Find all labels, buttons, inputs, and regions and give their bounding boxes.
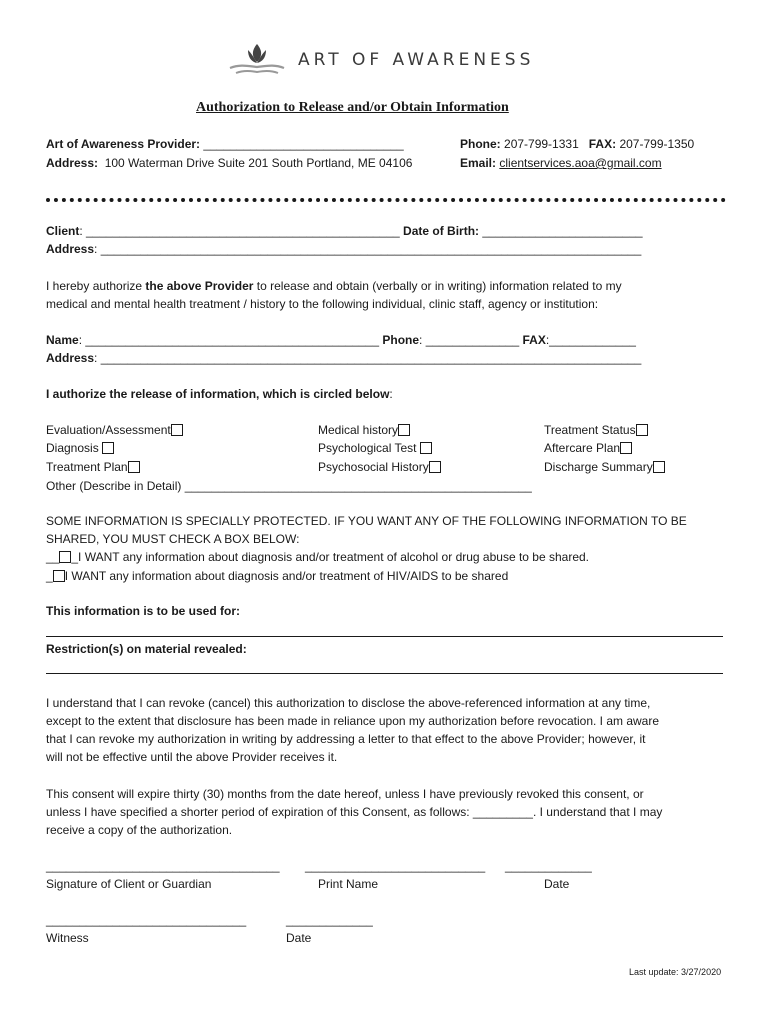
provider-line [46, 137, 404, 151]
recipient-name-label: Name [46, 333, 79, 347]
provider-address-line [46, 156, 412, 170]
release-heading [46, 387, 393, 401]
dob-label: Date of Birth: [403, 224, 480, 238]
release-item [544, 423, 648, 437]
release-item [318, 460, 441, 474]
authorize-statement-line2: medical and mental health treatment / history to the following individual, clinic staff, agency or institution: [46, 297, 599, 311]
recipient-fax-label: FAX [522, 333, 546, 347]
check-alcohol-text: _I WANT any information about diagnosis and/or treatment of alcohol or drug abuse to be shared. [71, 550, 589, 564]
checkbox[interactable] [653, 461, 665, 473]
checkbox[interactable] [128, 461, 140, 473]
document-title: Authorization to Release and/or Obtain Information [196, 100, 509, 115]
provider-address: 100 Waterman Drive Suite 201 South Portland, ME 04106 [104, 156, 413, 170]
other-describe-field[interactable]: Other (Describe in Detail) ____________________________________________________ [46, 479, 532, 493]
recipient-phone-field[interactable]: : ______________ [419, 333, 520, 347]
checkbox-alcohol-drug[interactable] [59, 551, 71, 563]
use-for-label: This information is to be used for: [46, 604, 241, 618]
recipient-address-line [46, 351, 641, 365]
revoke-line: except to the extent that disclosure has been made in reliance upon my authorization before revocation. I am aware [46, 714, 660, 728]
date-label: Date [544, 877, 570, 891]
checkbox[interactable] [620, 442, 632, 454]
provider-fax: 207-799-1350 [619, 137, 695, 151]
recipient-name-field[interactable]: : ____________________________________________ [78, 333, 380, 347]
witness-date-line[interactable]: _____________ [286, 913, 373, 927]
checkbox[interactable] [171, 424, 183, 436]
provider-phone-line [460, 137, 694, 151]
client-address-label: Address [46, 242, 95, 256]
provider-phone-label: Phone: [460, 137, 501, 151]
release-item-label: Evaluation/Assessment [46, 423, 171, 437]
recipient-fax-field[interactable]: :_____________ [545, 333, 636, 347]
revoke-line: that I can revoke my authorization in writing by addressing a letter to that effect to the above Provider; however, it [46, 732, 646, 746]
protected-check-alcohol [46, 550, 589, 564]
recipient-phone-label: Phone [382, 333, 420, 347]
logo-wordmark: ART OF AWARENESS [298, 50, 535, 70]
protected-notice-line2: SHARED, YOU MUST CHECK A BOX BELOW: [46, 532, 300, 546]
release-item [544, 460, 665, 474]
release-item [46, 423, 183, 437]
provider-email-line [460, 156, 662, 170]
authorize-bold: the above Provider [145, 279, 254, 293]
release-item-label: Aftercare Plan [544, 441, 621, 455]
date-line[interactable]: _____________ [505, 859, 592, 873]
dob-field[interactable]: ________________________ [482, 224, 643, 238]
release-item [46, 441, 114, 455]
revoke-line: will not be effective until the above Provider receives it. [46, 750, 338, 764]
provider-label: Art of Awareness Provider: [46, 137, 201, 151]
restrictions-label: Restriction(s) on material revealed: [46, 642, 247, 656]
consent-line: receive a copy of the authorization. [46, 823, 233, 837]
authorize-statement-line1 [46, 279, 622, 293]
check-blank: _ [46, 569, 53, 583]
print-name-line[interactable]: ___________________________ [305, 859, 486, 873]
client-address-field[interactable]: : _________________________________________________________________________________ [94, 242, 642, 256]
release-item-label: Medical history [318, 423, 399, 437]
release-item-label: Psychosocial History [318, 460, 429, 474]
provider-email-label: Email: [460, 156, 497, 170]
checkbox[interactable] [420, 442, 432, 454]
release-item-label: Treatment Plan [46, 460, 128, 474]
release-item-label: Treatment Status [544, 423, 636, 437]
check-blank: __ [46, 550, 60, 564]
witness-line[interactable]: ______________________________ [46, 913, 247, 927]
release-item-label: Diagnosis [46, 441, 99, 455]
restrictions-line[interactable] [46, 673, 723, 674]
release-item-label: Discharge Summary [544, 460, 653, 474]
release-heading-text: I authorize the release of information, which is circled below [46, 387, 390, 401]
release-item [46, 460, 140, 474]
authorize-post: to release and obtain (verbally or in writing) information related to my [253, 279, 622, 293]
print-name-label: Print Name [318, 877, 379, 891]
witness-label: Witness [46, 931, 89, 945]
provider-field[interactable]: ______________________________ [203, 137, 404, 151]
use-for-line[interactable] [46, 636, 723, 637]
authorize-pre: I hereby authorize [46, 279, 146, 293]
release-item-label: Psychological Test [318, 441, 417, 455]
consent-line: This consent will expire thirty (30) months from the date hereof, unless I have previously revoked this consent, or [46, 787, 644, 801]
revoke-line: I understand that I can revoke (cancel) this authorization to disclose the above-referenced information at any time, [46, 696, 651, 710]
checkbox[interactable] [429, 461, 441, 473]
client-field[interactable]: : _______________________________________________ [79, 224, 400, 238]
protected-notice-line1: SOME INFORMATION IS SPECIALLY PROTECTED. IF YOU WANT ANY OF THE FOLLOWING INFORMATION TO BE [46, 514, 687, 528]
release-item [544, 441, 632, 455]
lotus-logo-icon [226, 40, 288, 78]
recipient-line [46, 333, 636, 347]
client-label: Client [46, 224, 80, 238]
client-line [46, 224, 643, 238]
consent-line: unless I have specified a shorter period of expiration of this Consent, as follows: _________. I understand that I may [46, 805, 663, 819]
provider-address-label: Address: [46, 156, 99, 170]
checkbox[interactable] [398, 424, 410, 436]
signature-label: Signature of Client or Guardian [46, 877, 212, 891]
dotted-separator [46, 198, 726, 202]
recipient-address-label: Address [46, 351, 95, 365]
witness-date-label: Date [286, 931, 312, 945]
release-item [318, 423, 410, 437]
last-update-footer: Last update: 3/27/2020 [629, 967, 722, 977]
checkbox[interactable] [102, 442, 114, 454]
provider-email-link[interactable]: clientservices.aoa@gmail.com [499, 156, 662, 170]
recipient-address-field[interactable]: : _________________________________________________________________________________ [94, 351, 642, 365]
checkbox[interactable] [636, 424, 648, 436]
check-hiv-text: I WANT any information about diagnosis and/or treatment of HIV/AIDS to be shared [64, 569, 509, 583]
release-heading-colon: : [389, 387, 393, 401]
signature-line[interactable]: ___________________________________ [46, 859, 280, 873]
protected-check-hiv [46, 569, 508, 583]
checkbox-hiv-aids[interactable] [53, 570, 65, 582]
provider-phone: 207-799-1331 [504, 137, 579, 151]
provider-fax-label: FAX: [588, 137, 617, 151]
release-item [318, 441, 432, 455]
client-address-line [46, 242, 641, 256]
